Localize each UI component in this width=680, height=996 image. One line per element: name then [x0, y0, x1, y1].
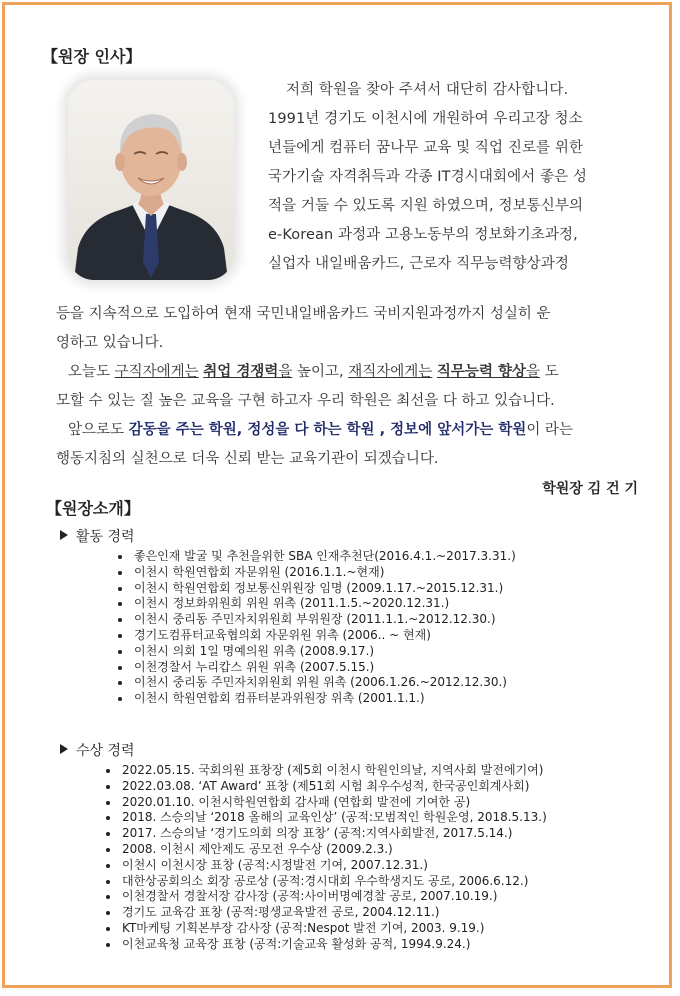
intro-heading: 【원장소개】: [46, 499, 140, 518]
award-item: 2022.05.15. 국회의원 표창장 (제5회 이천시 학원인의날, 지역사회 발전에기여): [106, 763, 547, 779]
awards-list: [106, 763, 547, 953]
activity-item: 이천시 중리동 주민자치위원회 부위원장 (2011.1.1.~2012.12.30.): [118, 612, 516, 628]
activity-item: 경기도컴퓨터교육협의회 자문위원 위촉 (2006.. ~ 현재): [118, 628, 516, 644]
award-item: 이천교육청 교육장 표창 (공적:기술교육 활성화 공적, 1994.9.24.): [106, 937, 547, 953]
greeting-line: 행동지침의 실천으로 더욱 신뢰 받는 교육기관이 되겠습니다.: [56, 451, 439, 467]
activity-item: 좋은인재 발굴 및 추천을위한 SBA 인재추천단(2016.4.1.~2017.3.31.): [118, 549, 516, 565]
greeting-line: 저희 학원을 찾아 주셔서 대단히 감사합니다.: [286, 82, 569, 98]
triangle-bullet-icon: [60, 744, 68, 754]
award-item: 2018. 스승의날 ‘2018 올해의 교육인상’ (공적:모범적인 학원운영, 2018.5.13.): [106, 810, 547, 826]
greeting-line: 영하고 있습니다.: [56, 335, 164, 351]
greeting-line: 적을 거둘 수 있도록 지원 하였으며, 정보통신부의: [268, 198, 584, 214]
award-item: 경기도 교육감 표창 (공적:평생교육발전 공로, 2004.12.11.): [106, 905, 547, 921]
greeting-line: 1991년 경기도 이천시에 개원하여 우리고장 청소: [268, 111, 583, 127]
greeting-line: 모할 수 있는 질 높은 교육을 구현 하고자 우리 학원은 최선을 다 하고 있습니다.: [56, 393, 555, 409]
activities-list: [118, 549, 516, 707]
greeting-line: 등을 지속적으로 도입하여 현재 국민내일배움카드 국비지원과정까지 성실히 운: [56, 306, 551, 322]
greeting-line: 실업자 내일배움카드, 근로자 직무능력향상과정: [268, 256, 569, 272]
portrait-image: [68, 80, 234, 280]
award-item: KT마케팅 기획본부장 감사장 (공적:Nespot 발전 기여, 2003. 9.19.): [106, 921, 547, 937]
activity-item: 이천시 학원연합회 컴퓨터분과위원장 위촉 (2001.1.1.): [118, 691, 516, 707]
greeting-line: e-Korean 과정과 고용노동부의 정보화기초과정,: [268, 227, 578, 243]
director-signature: 학원장 김 건 기: [542, 481, 638, 497]
director-photo: [68, 80, 234, 280]
greeting-side-text: [268, 76, 636, 279]
greeting-line: 국가기술 자격취득과 각종 IT경시대회에서 좋은 성: [268, 169, 588, 185]
activity-item: 이천시 학원연합회 자문위원 (2016.1.1.~현재): [118, 565, 516, 581]
activity-item: 이천경찰서 누리캅스 위원 위촉 (2007.5.15.): [118, 660, 516, 676]
greeting-heading: 【원장 인사】: [42, 47, 142, 66]
greeting-body-text: [56, 300, 638, 474]
greeting-line-motto: 앞으로도 감동을 주는 학원, 정성을 다 하는 학원 , 정보에 앞서가는 학원이 라는: [68, 422, 573, 438]
award-item: 이천시 이천시장 표창 (공적:시정발전 기여, 2007.12.31.): [106, 858, 547, 874]
greeting-line-emphasis: 오늘도 구직자에게는 취업 경쟁력을 높이고, 재직자에게는 직무능력 향상을 도: [68, 364, 559, 380]
award-item: 2022.03.08. ‘AT Award’ 표창 (제51회 시험 최우수성적, 한국공인회계사회): [106, 779, 547, 795]
award-item: 이천경찰서 경찰서장 감사장 (공적:사이버명예경찰 공로, 2007.10.19.): [106, 889, 547, 905]
award-item: 대한상공회의소 회장 공로상 (공적:경시대회 우수학생지도 공로, 2006.6.12.): [106, 874, 547, 890]
award-item: 2008. 이천시 제안제도 공모전 우수상 (2009.2.3.): [106, 842, 547, 858]
activity-item: 이천시 정보화위원회 위원 위촉 (2011.1.5.~2020.12.31.): [118, 596, 516, 612]
triangle-bullet-icon: [60, 530, 68, 540]
activity-item: 이천시 의회 1일 명예의원 위촉 (2008.9.17.): [118, 644, 516, 660]
activities-heading: 활동 경력: [60, 526, 135, 546]
awards-heading: 수상 경력: [60, 740, 135, 760]
greeting-line: 년들에게 컴퓨터 꿈나무 교육 및 직업 진로를 위한: [268, 140, 584, 156]
award-item: 2017. 스승의날 ‘경기도의회 의장 표창’ (공적:지역사회발전, 2017.5.14.): [106, 826, 547, 842]
award-item: 2020.01.10. 이천시학원연합회 감사패 (연합회 발전에 기여한 공): [106, 795, 547, 811]
activity-item: 이천시 중리동 주민자치위원회 위원 위촉 (2006.1.26.~2012.12.30.): [118, 675, 516, 691]
activity-item: 이천시 학원연합회 정보통신위원장 임명 (2009.1.17.~2015.12.31.): [118, 581, 516, 597]
